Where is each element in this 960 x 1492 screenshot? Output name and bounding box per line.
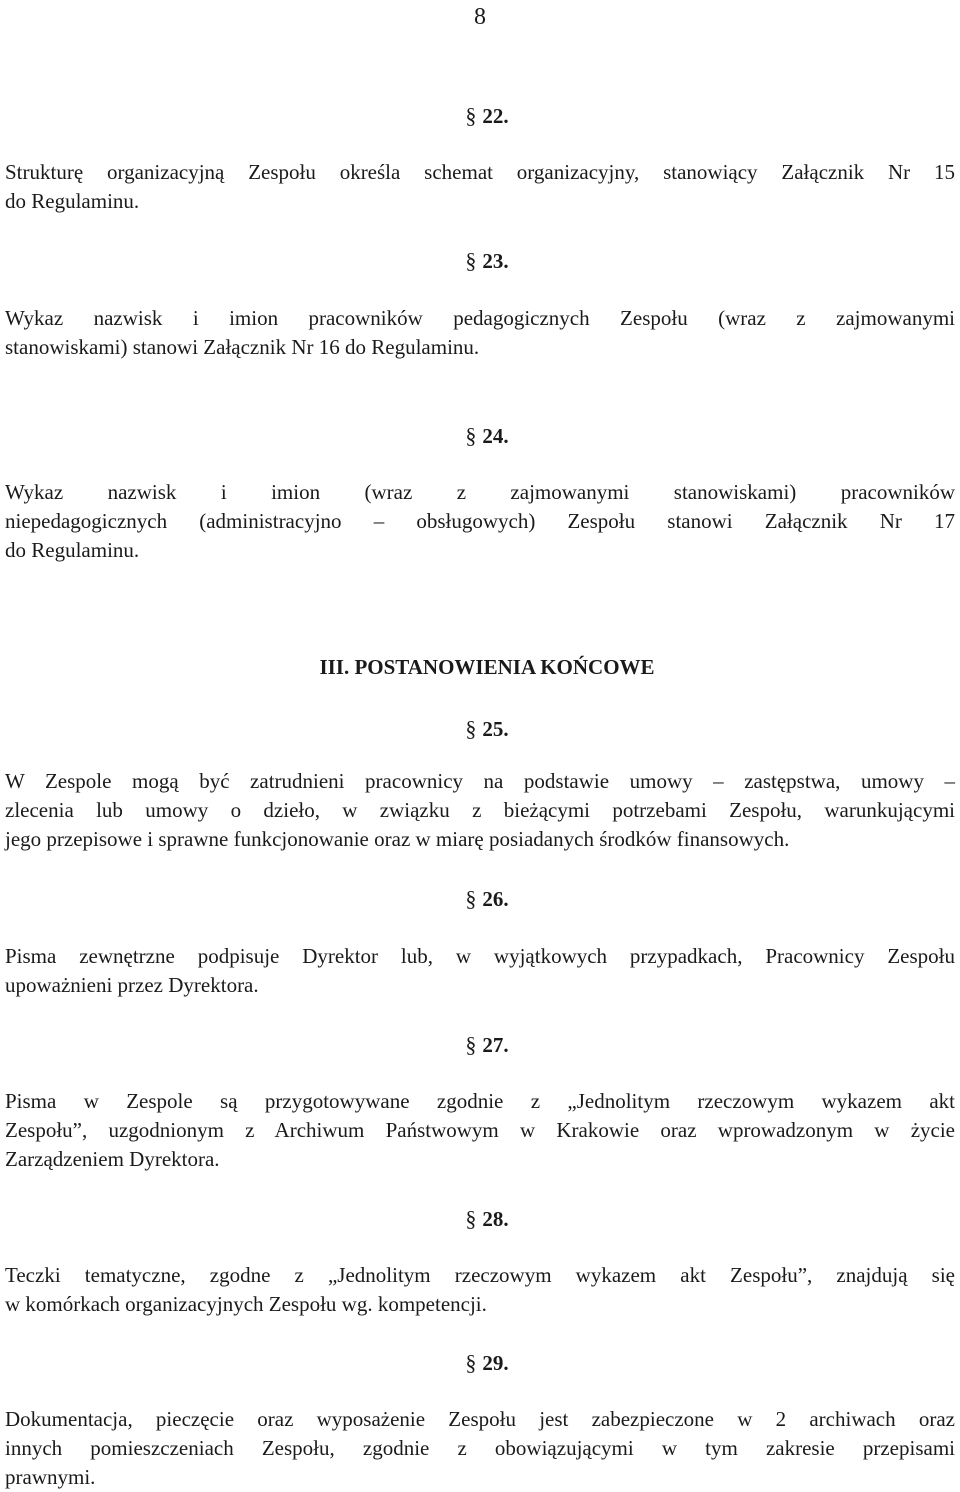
text-line: Zespołu”, uzgodnionym z Archiwum Państwowym w Krakowie oraz wprowadzonym w życie [5, 1118, 955, 1142]
section-27-heading [0, 1032, 960, 1058]
section-25-text [5, 767, 955, 854]
section-29-text [5, 1405, 955, 1492]
section-26-heading [0, 886, 960, 912]
section-28-heading [0, 1206, 960, 1232]
text-line: W Zespole mogą być zatrudnieni pracownicy na podstawie umowy – zastępstwa, umowy – [5, 769, 955, 793]
section-28-text [5, 1261, 955, 1319]
section-symbol: § [465, 1206, 477, 1231]
text-line: upoważnieni przez Dyrektora. [5, 973, 259, 997]
section-25-heading [0, 716, 960, 742]
section-number: 26. [482, 887, 509, 911]
section-23-text [5, 304, 955, 362]
text-line: Teczki tematyczne, zgodne z „Jednolitym rzeczowym wykazem akt Zespołu”, znajdują się [5, 1263, 955, 1287]
text-line: Pisma w Zespole są przygotowywane zgodnie z „Jednolitym rzeczowym wykazem akt [5, 1089, 955, 1113]
section-symbol: § [465, 716, 477, 741]
section-symbol: § [465, 423, 477, 448]
text-line: stanowiskami) stanowi Załącznik Nr 16 do Regulaminu. [5, 335, 480, 359]
section-number: 27. [482, 1033, 509, 1057]
text-line: Strukturę organizacyjną Zespołu określa schemat organizacyjny, stanowiący Załącznik Nr 15 [5, 160, 955, 184]
text-line: Wykaz nazwisk i imion pracowników pedagogicznych Zespołu (wraz z zajmowanymi [5, 306, 955, 330]
section-symbol: § [465, 248, 477, 273]
text-line: innych pomieszczeniach Zespołu, zgodnie z obowiązującymi w tym zakresie przepisami [5, 1436, 955, 1460]
section-number: 28. [482, 1207, 509, 1231]
text-line: w komórkach organizacyjnych Zespołu wg. kompetencji. [5, 1292, 487, 1316]
section-symbol: § [465, 1350, 477, 1375]
section-symbol: § [465, 1032, 477, 1057]
section-number: 23. [482, 249, 509, 273]
section-24-text [5, 478, 955, 565]
section-number: 29. [482, 1351, 509, 1375]
section-27-text [5, 1087, 955, 1174]
text-line: niepedagogicznych (administracyjno – obsługowych) Zespołu stanowi Załącznik Nr 17 [5, 509, 955, 533]
text-line: do Regulaminu. [5, 538, 140, 562]
section-symbol: § [465, 886, 477, 911]
section-22-heading [0, 103, 960, 129]
section-26-text [5, 942, 955, 1000]
text-line: Dokumentacja, pieczęcie oraz wyposażenie Zespołu jest zabezpieczone w 2 archiwach oraz [5, 1407, 955, 1431]
page-number: 8 [474, 4, 486, 30]
text-line: Zarządzeniem Dyrektora. [5, 1147, 220, 1171]
section-symbol: § [465, 103, 477, 128]
section-number: 22. [482, 104, 509, 128]
section-number: 24. [482, 424, 509, 448]
text-line: do Regulaminu. [5, 189, 140, 213]
section-22-text [5, 158, 955, 216]
section-24-heading [0, 423, 960, 449]
section-number: 25. [482, 717, 509, 741]
chapter-heading: III. POSTANOWIENIA KOŃCOWE [319, 655, 655, 679]
section-23-heading [0, 248, 960, 274]
text-line: jego przepisowe i sprawne funkcjonowanie oraz w miarę posiadanych środków finansowych. [5, 827, 790, 851]
text-line: prawnymi. [5, 1465, 96, 1489]
section-29-heading [0, 1350, 960, 1376]
text-line: Pisma zewnętrzne podpisuje Dyrektor lub, w wyjątkowych przypadkach, Pracownicy Zespołu [5, 944, 955, 968]
text-line: Wykaz nazwisk i imion (wraz z zajmowanymi stanowiskami) pracowników [5, 480, 955, 504]
text-line: zlecenia lub umowy o dzieło, w związku z bieżącymi potrzebami Zespołu, warunkującymi [5, 798, 955, 822]
